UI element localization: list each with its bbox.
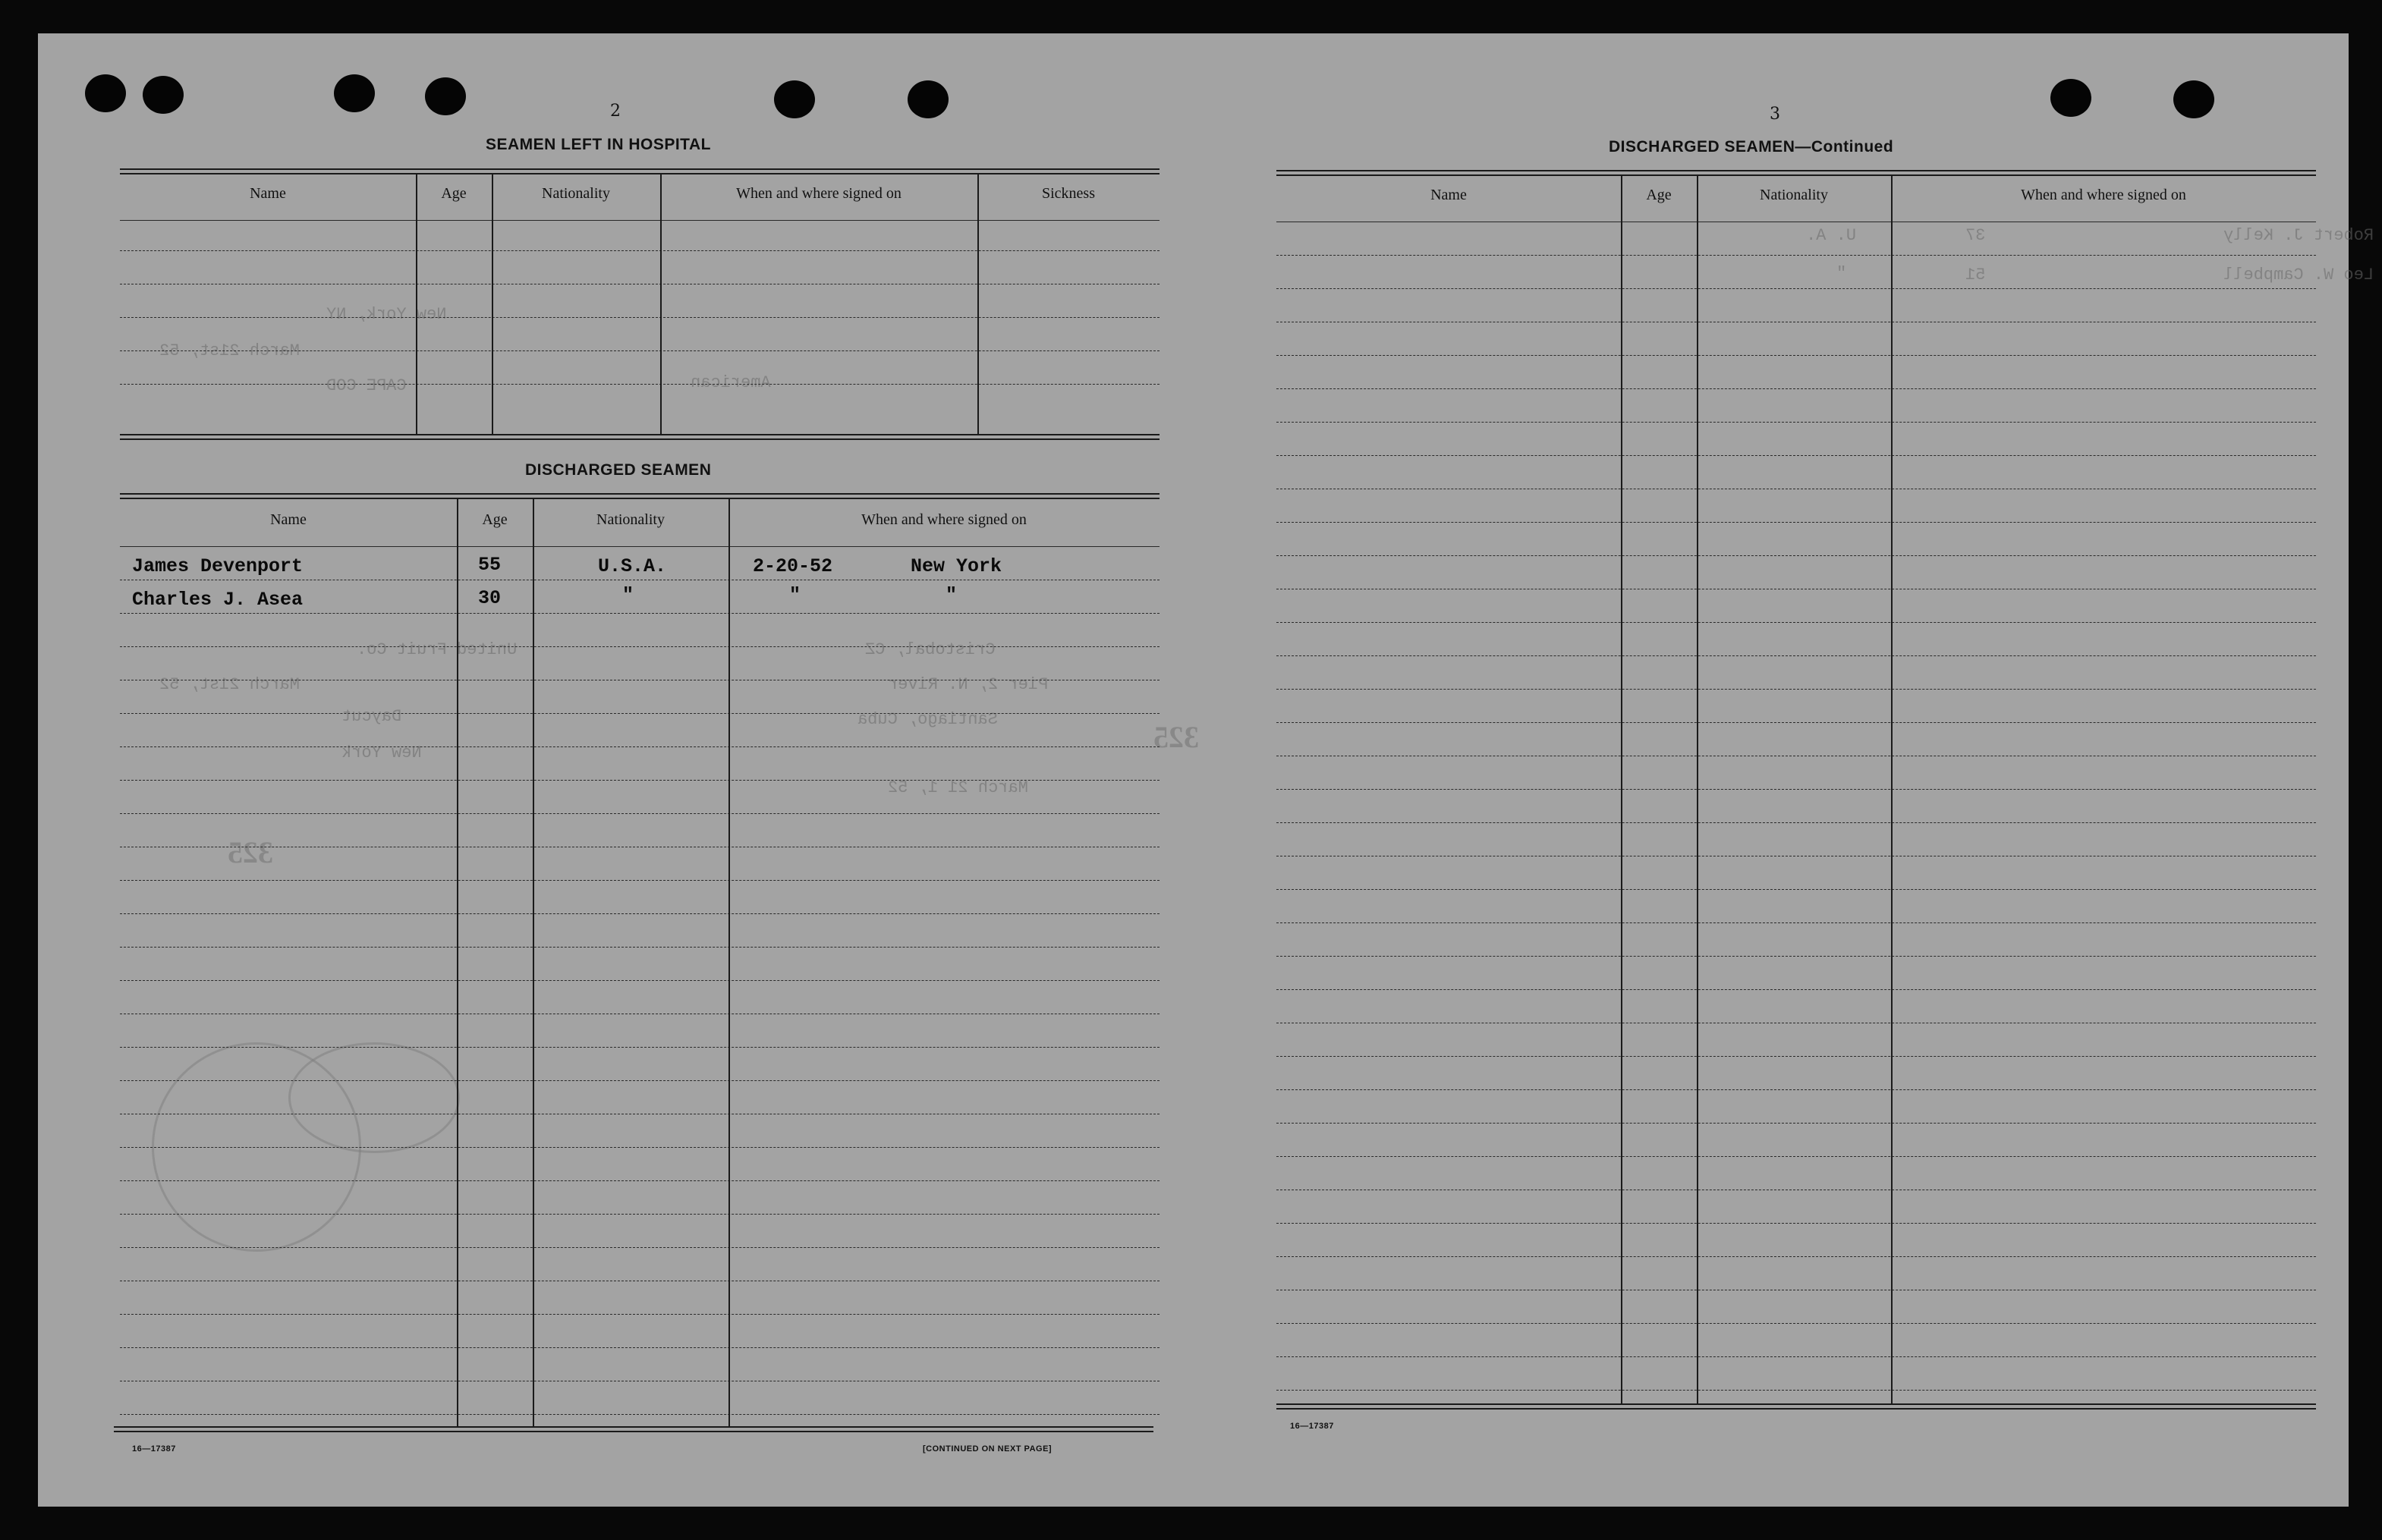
bleed-through-text: U. A. xyxy=(1806,226,1857,245)
column-header-age: Age xyxy=(1646,187,1672,203)
bleed-through-text: New York, NY xyxy=(326,305,447,324)
seaman-name: Charles J. Asea xyxy=(132,589,304,611)
bleed-through-number: 325 xyxy=(1153,720,1199,754)
seaman-age: 30 xyxy=(478,587,502,609)
column-header-name: Name xyxy=(270,511,307,528)
faint-stamp xyxy=(288,1042,460,1153)
column-header-nationality: Nationality xyxy=(596,511,665,528)
punch-hole xyxy=(774,80,815,118)
bleed-through-text: March 21st, 52 xyxy=(159,341,300,360)
bleed-through-text: American xyxy=(691,373,771,392)
bleed-through-text: 51 xyxy=(1965,266,1986,284)
punch-hole xyxy=(85,74,126,112)
seaman-nationality: U.S.A. xyxy=(598,555,667,577)
punch-hole xyxy=(334,74,375,112)
continued-note: [CONTINUED ON NEXT PAGE] xyxy=(923,1444,1053,1454)
punch-hole xyxy=(425,77,466,115)
bleed-through-text: March 21 1, 52 xyxy=(888,778,1028,797)
bleed-through-text: March 21st, 52 xyxy=(159,675,300,694)
punch-hole xyxy=(908,80,949,118)
form-number: 16—17387 xyxy=(132,1444,176,1454)
signed-on-place: New York xyxy=(911,555,1002,577)
hospital-section-title: SEAMEN LEFT IN HOSPITAL xyxy=(486,136,711,153)
punch-hole xyxy=(2173,80,2214,118)
bleed-through-text: Leo W. Campbell xyxy=(2223,266,2374,284)
page-number: 3 xyxy=(1770,105,1780,124)
column-header-sickness: Sickness xyxy=(1042,185,1095,202)
bleed-through-text: Robert J. Kelly xyxy=(2223,226,2374,245)
seaman-age: 55 xyxy=(478,554,502,576)
page-number: 2 xyxy=(610,102,621,121)
bleed-through-text: " xyxy=(1836,264,1847,283)
bleed-through-text: 37 xyxy=(1965,226,1986,245)
seaman-name: James Devenport xyxy=(132,555,304,577)
punch-hole xyxy=(2050,79,2091,117)
bleed-through-number: 325 xyxy=(228,835,273,869)
bleed-through-text: Pier 2, N. River xyxy=(888,675,1049,694)
column-header-name: Name xyxy=(1430,187,1467,203)
discharged-title-suffix: —Continued xyxy=(1795,138,1894,156)
column-header-nationality: Nationality xyxy=(1760,187,1828,203)
column-header-age: Age xyxy=(482,511,508,528)
bleed-through-text: United Fruit Co. xyxy=(357,640,518,659)
column-header-signed-on: When and where signed on xyxy=(861,511,1027,528)
column-header-age: Age xyxy=(441,185,467,202)
discharged-section-title: DISCHARGED SEAMEN xyxy=(525,461,712,479)
column-header-nationality: Nationality xyxy=(542,185,610,202)
punch-hole xyxy=(143,76,184,114)
bleed-through-text: Santiago, Cuba xyxy=(857,710,998,729)
document-sheet xyxy=(38,33,2374,1507)
signed-on-place: " xyxy=(946,584,958,606)
bleed-through-text: Daycut xyxy=(341,707,402,726)
column-header-signed-on: When and where signed on xyxy=(2021,187,2186,203)
bleed-through-text: New York xyxy=(341,743,422,762)
bleed-through-text: Cristobal, CZ xyxy=(865,640,996,659)
seaman-nationality: " xyxy=(622,584,634,606)
signed-on-date: " xyxy=(789,584,801,606)
bleed-through-text: CAPE COD xyxy=(326,376,407,395)
form-number: 16—17387 xyxy=(1290,1422,1334,1431)
column-header-name: Name xyxy=(250,185,286,202)
discharged-title-main: DISCHARGED SEAMEN xyxy=(1609,138,1795,156)
column-header-signed-on: When and where signed on xyxy=(736,185,902,202)
discharged-continued-title xyxy=(1609,138,1893,156)
signed-on-date: 2-20-52 xyxy=(753,555,833,577)
